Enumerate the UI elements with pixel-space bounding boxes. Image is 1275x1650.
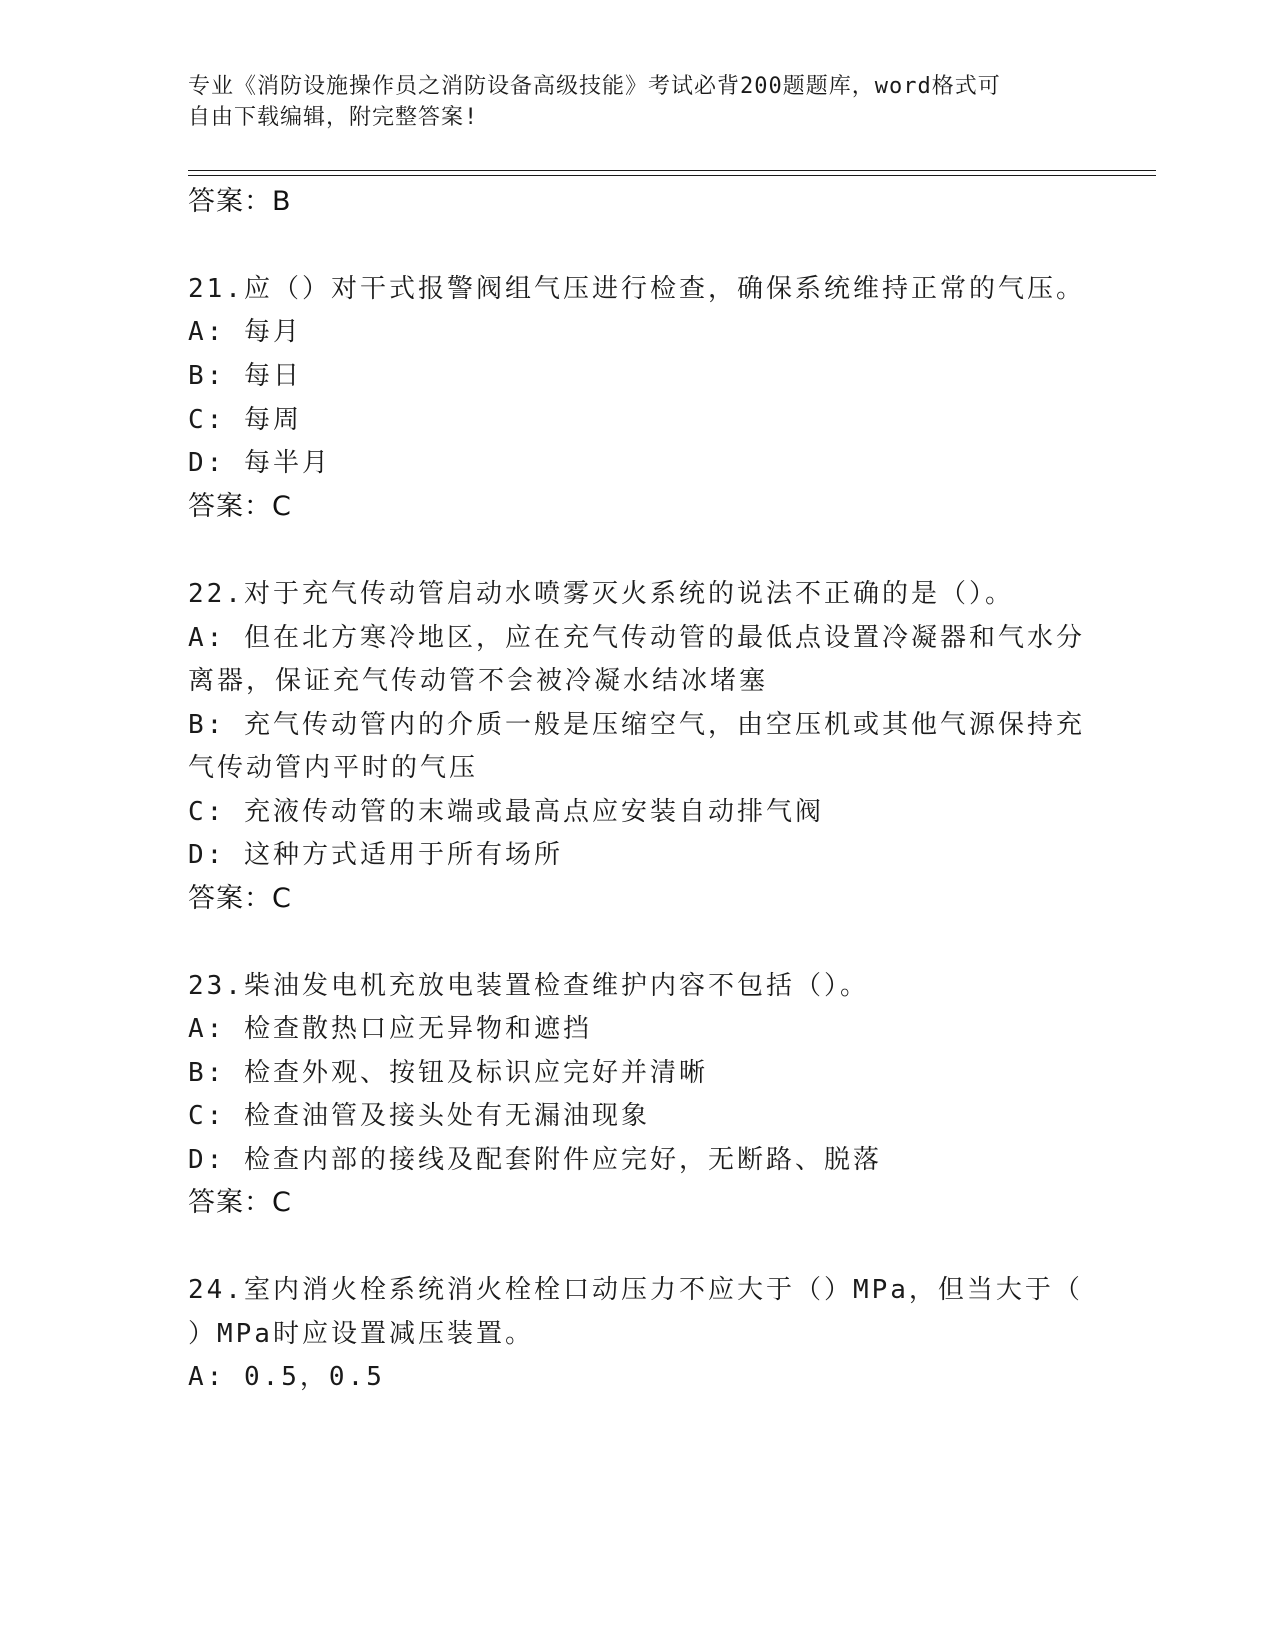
question-stem-continued: ）MPa时应设置减压装置。 bbox=[188, 1319, 534, 1349]
answer: 答案：C bbox=[188, 1187, 292, 1218]
option-b: B: 检查外观、按钮及标识应完好并清晰 bbox=[188, 1058, 708, 1088]
option-a: A: 0.5，0.5 bbox=[188, 1362, 385, 1392]
question-stem: 21.应（）对干式报警阀组气压进行检查，确保系统维持正常的气压。 bbox=[188, 274, 1085, 304]
header-divider-top bbox=[188, 170, 1156, 171]
doc-header-line-2: 自由下载编辑，附完整答案! bbox=[188, 105, 479, 130]
question-stem: 24.室内消火栓系统消火栓栓口动压力不应大于（）MPa，但当大于（ bbox=[188, 1275, 1083, 1305]
option-a: A: 但在北方寒冷地区，应在充气传动管的最低点设置冷凝器和气水分 bbox=[188, 623, 1085, 653]
option-a-continued: 离器，保证充气传动管不会被冷凝水结冰堵塞 bbox=[188, 666, 769, 696]
option-d: D: 检查内部的接线及配套附件应完好，无断路、脱落 bbox=[188, 1145, 882, 1175]
option-b: B: 充气传动管内的介质一般是压缩空气，由空压机或其他气源保持充 bbox=[188, 710, 1085, 740]
answer: 答案：C bbox=[188, 883, 292, 914]
option-b: B: 每日 bbox=[188, 361, 302, 391]
header-divider-bottom bbox=[188, 175, 1156, 176]
option-a: A: 每月 bbox=[188, 317, 302, 347]
option-c: C: 充液传动管的末端或最高点应安装自动排气阀 bbox=[188, 797, 824, 827]
doc-header-line-1: 专业《消防设施操作员之消防设备高级技能》考试必背200题题库，word格式可 bbox=[188, 74, 1001, 99]
option-d: D: 每半月 bbox=[188, 448, 331, 478]
option-d: D: 这种方式适用于所有场所 bbox=[188, 840, 563, 870]
option-b-continued: 气传动管内平时的气压 bbox=[188, 753, 479, 783]
answer: 答案：C bbox=[188, 491, 292, 522]
answer-prev: 答案：B bbox=[188, 186, 292, 217]
question-stem: 23.柴油发电机充放电装置检查维护内容不包括（）。 bbox=[188, 971, 869, 1001]
option-c: C: 检查油管及接头处有无漏油现象 bbox=[188, 1101, 650, 1131]
question-stem: 22.对于充气传动管启动水喷雾灭火系统的说法不正确的是（）。 bbox=[188, 579, 1014, 609]
option-c: C: 每周 bbox=[188, 405, 302, 435]
option-a: A: 检查散热口应无异物和遮挡 bbox=[188, 1014, 592, 1044]
